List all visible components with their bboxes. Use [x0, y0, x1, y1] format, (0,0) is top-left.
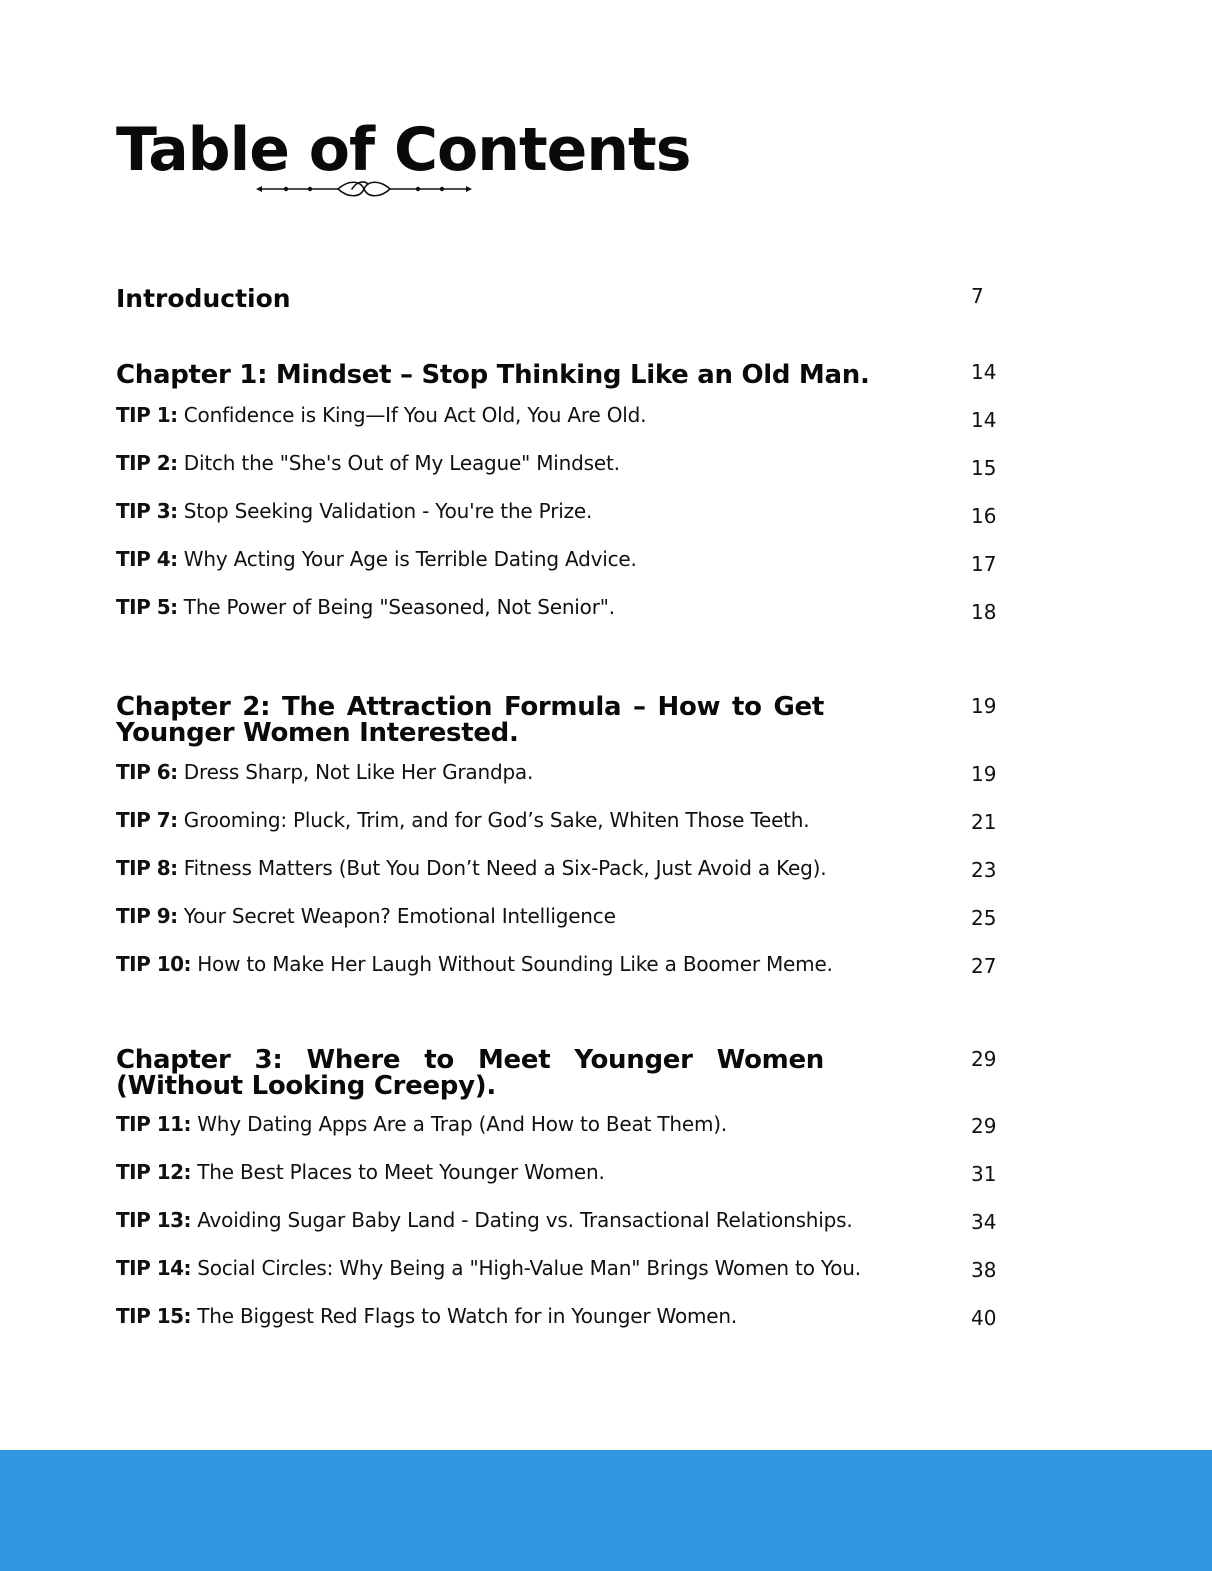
tip-15-label [116, 1304, 737, 1328]
tip-4-number: TIP 4: [116, 547, 178, 571]
tip-3-number: TIP 3: [116, 499, 178, 523]
tip-1-page-number: 14 [971, 408, 997, 432]
toc-entry-tip-11[interactable] [116, 1112, 1016, 1140]
toc-entry-tip-14[interactable] [116, 1256, 1016, 1284]
tip-3-label [116, 499, 592, 523]
tip-15-text: The Biggest Red Flags to Watch for in Younger Women. [197, 1304, 738, 1328]
toc-entry-tip-9[interactable] [116, 904, 1016, 932]
tip-8-text: Fitness Matters (But You Don’t Need a Six-Pack, Just Avoid a Keg). [183, 856, 827, 880]
tip-14-text: Social Circles: Why Being a "High-Value Man" Brings Women to You. [197, 1256, 861, 1280]
tip-9-text: Your Secret Weapon? Emotional Intelligence [183, 904, 616, 928]
tip-15-page-number: 40 [971, 1306, 997, 1330]
tip-5-text: The Power of Being "Seasoned, Not Senior". [183, 595, 615, 619]
tip-4-text: Why Acting Your Age is Terrible Dating Advice. [183, 547, 637, 571]
tip-5-number: TIP 5: [116, 595, 178, 619]
toc-entry-chapter-3[interactable] [116, 1047, 1016, 1103]
toc-entry-chapter-1[interactable] [116, 360, 1016, 394]
toc-entry-tip-2[interactable] [116, 451, 1016, 479]
chapter-1-page-number: 14 [971, 360, 997, 384]
tip-14-page-number: 38 [971, 1258, 997, 1282]
introduction-page-number: 7 [971, 284, 984, 308]
toc-entry-tip-3[interactable] [116, 499, 1016, 527]
toc-entry-introduction[interactable] [116, 284, 1016, 318]
tip-7-label [116, 808, 809, 832]
tip-12-page-number: 31 [971, 1162, 997, 1186]
flourish-divider-icon [256, 176, 472, 202]
tip-6-text: Dress Sharp, Not Like Her Grandpa. [183, 760, 534, 784]
toc-entry-tip-10[interactable] [116, 952, 1016, 980]
tip-5-page-number: 18 [971, 600, 997, 624]
tip-11-number: TIP 11: [116, 1112, 192, 1136]
tip-5-label [116, 595, 615, 619]
toc-entry-chapter-2[interactable] [116, 694, 1016, 750]
toc-entry-tip-8[interactable] [116, 856, 1016, 884]
tip-2-text: Ditch the "She's Out of My League" Mindset. [183, 451, 620, 475]
tip-4-page-number: 17 [971, 552, 997, 576]
toc-entry-tip-13[interactable] [116, 1208, 1016, 1236]
introduction-label: Introduction [116, 284, 291, 313]
chapter-2-title: Chapter 2: The Attraction Formula – How to Get Younger Women Interested. [116, 692, 824, 748]
tip-10-text: How to Make Her Laugh Without Sounding Like a Boomer Meme. [197, 952, 833, 976]
toc-entry-tip-15[interactable] [116, 1304, 1016, 1332]
chapter-3-title: Chapter 3: Where to Meet Younger Women (Without Looking Creepy). [116, 1045, 824, 1101]
toc-entry-tip-6[interactable] [116, 760, 1016, 788]
tip-13-label [116, 1208, 853, 1232]
tip-8-page-number: 23 [971, 858, 997, 882]
tip-13-text: Avoiding Sugar Baby Land - Dating vs. Transactional Relationships. [197, 1208, 853, 1232]
chapter-1-title: Chapter 1: Mindset – Stop Thinking Like an Old Man. [116, 360, 870, 390]
page-title: Table of Contents [116, 115, 691, 185]
tip-7-number: TIP 7: [116, 808, 178, 832]
chapter-2-page-number: 19 [971, 694, 997, 718]
tip-11-label [116, 1112, 727, 1136]
tip-2-page-number: 15 [971, 456, 997, 480]
tip-11-text: Why Dating Apps Are a Trap (And How to Beat Them). [197, 1112, 728, 1136]
tip-10-number: TIP 10: [116, 952, 192, 976]
tip-1-label [116, 403, 646, 427]
tip-14-number: TIP 14: [116, 1256, 192, 1280]
toc-entry-tip-12[interactable] [116, 1160, 1016, 1188]
tip-6-number: TIP 6: [116, 760, 178, 784]
tip-15-number: TIP 15: [116, 1304, 192, 1328]
tip-8-label [116, 856, 826, 880]
tip-10-label [116, 952, 833, 976]
tip-6-page-number: 19 [971, 762, 997, 786]
tip-13-number: TIP 13: [116, 1208, 192, 1232]
tip-3-text: Stop Seeking Validation - You're the Prize. [183, 499, 593, 523]
tip-14-label [116, 1256, 861, 1280]
tip-12-number: TIP 12: [116, 1160, 192, 1184]
tip-8-number: TIP 8: [116, 856, 178, 880]
tip-7-page-number: 21 [971, 810, 997, 834]
toc-entry-tip-5[interactable] [116, 595, 1016, 623]
tip-7-text: Grooming: Pluck, Trim, and for God’s Sake, Whiten Those Teeth. [183, 808, 810, 832]
tip-9-label [116, 904, 616, 928]
tip-12-text: The Best Places to Meet Younger Women. [197, 1160, 605, 1184]
chapter-3-page-number: 29 [971, 1047, 997, 1071]
tip-11-page-number: 29 [971, 1114, 997, 1138]
toc-entry-tip-4[interactable] [116, 547, 1016, 575]
tip-10-page-number: 27 [971, 954, 997, 978]
tip-12-label [116, 1160, 605, 1184]
tip-2-label [116, 451, 620, 475]
tip-9-page-number: 25 [971, 906, 997, 930]
tip-2-number: TIP 2: [116, 451, 178, 475]
toc-entry-tip-1[interactable] [116, 403, 1016, 431]
toc-entry-tip-7[interactable] [116, 808, 1016, 836]
tip-9-number: TIP 9: [116, 904, 178, 928]
tip-1-number: TIP 1: [116, 403, 178, 427]
tip-1-text: Confidence is King—If You Act Old, You Are Old. [183, 403, 647, 427]
tip-6-label [116, 760, 533, 784]
tip-13-page-number: 34 [971, 1210, 997, 1234]
tip-4-label [116, 547, 637, 571]
footer-band [0, 1450, 1212, 1571]
tip-3-page-number: 16 [971, 504, 997, 528]
